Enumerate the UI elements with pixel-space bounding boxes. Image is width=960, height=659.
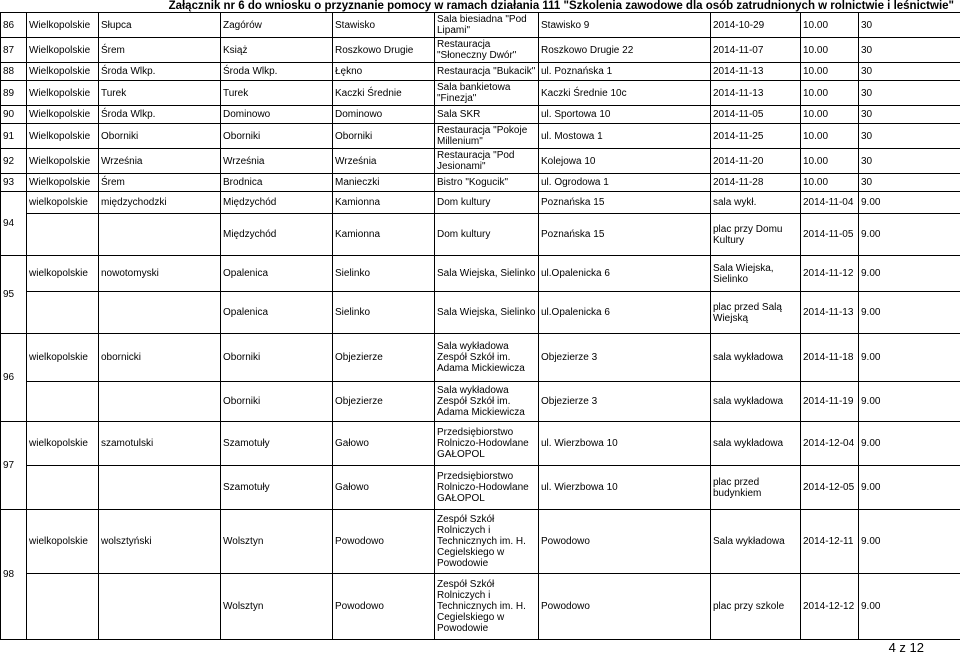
table-row (1, 13, 960, 38)
locality: Powodowo (333, 510, 435, 574)
date: sala wykładowa (711, 422, 801, 466)
address: ul. Mostowa 1 (539, 124, 711, 149)
date: 2014-11-07 (711, 38, 801, 63)
row-number: 95 (1, 256, 27, 334)
locality: Oborniki (333, 124, 435, 149)
table-row (1, 106, 960, 124)
locality: Objezierze (333, 382, 435, 422)
table-row (1, 63, 960, 81)
municipality: Międzychód (221, 192, 333, 214)
locality: Sielinko (333, 292, 435, 334)
date: plac przed Salą Wiejską (711, 292, 801, 334)
row-number: 86 (1, 13, 27, 38)
time: 2014-12-12 (801, 574, 859, 640)
county: Śrem (99, 38, 221, 63)
locality: Kamionna (333, 192, 435, 214)
date: sala wykładowa (711, 382, 801, 422)
venue: Dom kultury (435, 214, 539, 256)
date: Sala Wiejska, Sielinko (711, 256, 801, 292)
date: 2014-11-28 (711, 174, 801, 192)
participants: 9.00 (859, 334, 960, 382)
municipality: Książ (221, 38, 333, 63)
date: 2014-10-29 (711, 13, 801, 38)
table-row (1, 466, 960, 510)
venue: Sala SKR (435, 106, 539, 124)
participants: 9.00 (859, 422, 960, 466)
time: 10.00 (801, 63, 859, 81)
participants: 9.00 (859, 192, 960, 214)
address: ul. Sportowa 10 (539, 106, 711, 124)
voivodeship (27, 214, 99, 256)
table-row (1, 382, 960, 422)
county (99, 382, 221, 422)
table-row (1, 214, 960, 256)
locality: Stawisko (333, 13, 435, 38)
municipality: Opalenica (221, 292, 333, 334)
locality: Powodowo (333, 574, 435, 640)
municipality: Opalenica (221, 256, 333, 292)
county: Turek (99, 81, 221, 106)
date: 2014-11-13 (711, 63, 801, 81)
locality: Sielinko (333, 256, 435, 292)
participants: 30 (859, 149, 960, 174)
address: ul. Wierzbowa 10 (539, 466, 711, 510)
municipality: Oborniki (221, 334, 333, 382)
locality: Września (333, 149, 435, 174)
date: plac przy Domu Kultury (711, 214, 801, 256)
table-row (1, 574, 960, 640)
venue: Restauracja "Pod Jesionami" (435, 149, 539, 174)
voivodeship: Wielkopolskie (27, 149, 99, 174)
address: Roszkowo Drugie 22 (539, 38, 711, 63)
voivodeship (27, 292, 99, 334)
time: 10.00 (801, 106, 859, 124)
voivodeship: Wielkopolskie (27, 38, 99, 63)
time: 2014-12-11 (801, 510, 859, 574)
municipality: Turek (221, 81, 333, 106)
address: ul. Poznańska 1 (539, 63, 711, 81)
address: Powodowo (539, 510, 711, 574)
table-row (1, 334, 960, 382)
municipality: Środa Wlkp. (221, 63, 333, 81)
locality: Dominowo (333, 106, 435, 124)
date: 2014-11-13 (711, 81, 801, 106)
address: Poznańska 15 (539, 192, 711, 214)
address: ul. Wierzbowa 10 (539, 422, 711, 466)
voivodeship: Wielkopolskie (27, 13, 99, 38)
page-number: 4 z 12 (888, 640, 924, 655)
county (99, 214, 221, 256)
date: sala wykładowa (711, 334, 801, 382)
municipality: Szamotuły (221, 466, 333, 510)
locality: Kaczki Średnie (333, 81, 435, 106)
participants: 9.00 (859, 214, 960, 256)
venue: Przedsiębiorstwo Rolniczo-Hodowlane GAŁOPOL (435, 422, 539, 466)
county: Środa Wlkp. (99, 106, 221, 124)
locality: Gałowo (333, 422, 435, 466)
venue: Restauracja "Bukacik" (435, 63, 539, 81)
table-row (1, 510, 960, 574)
address: Poznańska 15 (539, 214, 711, 256)
row-number: 98 (1, 510, 27, 640)
participants: 9.00 (859, 382, 960, 422)
row-number: 97 (1, 422, 27, 510)
municipality: Dominowo (221, 106, 333, 124)
municipality: Wolsztyn (221, 510, 333, 574)
table-row (1, 292, 960, 334)
venue: Dom kultury (435, 192, 539, 214)
municipality: Międzychód (221, 214, 333, 256)
time: 2014-11-18 (801, 334, 859, 382)
training-schedule-table (0, 12, 960, 640)
table-row (1, 149, 960, 174)
voivodeship: Wielkopolskie (27, 63, 99, 81)
municipality: Zagórów (221, 13, 333, 38)
participants: 9.00 (859, 466, 960, 510)
time: 10.00 (801, 124, 859, 149)
voivodeship (27, 466, 99, 510)
time: 2014-11-04 (801, 192, 859, 214)
voivodeship: wielkopolskie (27, 192, 99, 214)
address: Kolejowa 10 (539, 149, 711, 174)
venue: Sala biesiadna "Pod Lipami" (435, 13, 539, 38)
address: Kaczki Średnie 10c (539, 81, 711, 106)
row-number: 87 (1, 38, 27, 63)
voivodeship (27, 382, 99, 422)
participants: 30 (859, 106, 960, 124)
participants: 9.00 (859, 510, 960, 574)
venue: Bistro "Kogucik" (435, 174, 539, 192)
participants: 9.00 (859, 292, 960, 334)
time: 10.00 (801, 149, 859, 174)
county: Śrem (99, 174, 221, 192)
address: Stawisko 9 (539, 13, 711, 38)
municipality: Września (221, 149, 333, 174)
venue: Zespół Szkół Rolniczych i Technicznych im. H. Cegielskiego w Powodowie (435, 574, 539, 640)
participants: 30 (859, 13, 960, 38)
time: 10.00 (801, 13, 859, 38)
venue: Sala wykładowa Zespół Szkół im. Adama Mickiewicza (435, 334, 539, 382)
county (99, 574, 221, 640)
date: 2014-11-25 (711, 124, 801, 149)
municipality: Szamotuły (221, 422, 333, 466)
locality: Łękno (333, 63, 435, 81)
county: międzychodzki (99, 192, 221, 214)
locality: Kamionna (333, 214, 435, 256)
voivodeship: Wielkopolskie (27, 81, 99, 106)
voivodeship: wielkopolskie (27, 334, 99, 382)
time: 10.00 (801, 174, 859, 192)
municipality: Brodnica (221, 174, 333, 192)
date: 2014-11-05 (711, 106, 801, 124)
voivodeship: wielkopolskie (27, 510, 99, 574)
date: Sala wykładowa (711, 510, 801, 574)
county (99, 466, 221, 510)
venue: Przedsiębiorstwo Rolniczo-Hodowlane GAŁOPOL (435, 466, 539, 510)
time: 10.00 (801, 38, 859, 63)
time: 2014-11-19 (801, 382, 859, 422)
table-row (1, 38, 960, 63)
time: 2014-11-13 (801, 292, 859, 334)
date: plac przy szkole (711, 574, 801, 640)
date: sala wykł. (711, 192, 801, 214)
county: obornicki (99, 334, 221, 382)
table-row (1, 124, 960, 149)
voivodeship: wielkopolskie (27, 422, 99, 466)
voivodeship: Wielkopolskie (27, 106, 99, 124)
table-row (1, 192, 960, 214)
address: Powodowo (539, 574, 711, 640)
county: nowotomyski (99, 256, 221, 292)
row-number: 91 (1, 124, 27, 149)
address: ul.Opalenicka 6 (539, 256, 711, 292)
county: Słupca (99, 13, 221, 38)
municipality: Oborniki (221, 124, 333, 149)
venue: Zespół Szkół Rolniczych i Technicznych im. H. Cegielskiego w Powodowie (435, 510, 539, 574)
time: 10.00 (801, 81, 859, 106)
table-row (1, 422, 960, 466)
participants: 30 (859, 63, 960, 81)
locality: Gałowo (333, 466, 435, 510)
date: 2014-11-20 (711, 149, 801, 174)
venue: Sala bankietowa "Finezja" (435, 81, 539, 106)
document-header: Załącznik nr 6 do wniosku o przyznanie pomocy w ramach działania 111 "Szkolenia zawodowe dla osób zatrudnionych w rolnictwie i leśnictwie" (168, 0, 954, 12)
participants: 30 (859, 38, 960, 63)
table-row (1, 256, 960, 292)
participants: 30 (859, 81, 960, 106)
municipality: Wolsztyn (221, 574, 333, 640)
address: ul. Ogrodowa 1 (539, 174, 711, 192)
venue: Sala Wiejska, Sielinko (435, 256, 539, 292)
time: 2014-12-05 (801, 466, 859, 510)
row-number: 90 (1, 106, 27, 124)
venue: Sala Wiejska, Sielinko (435, 292, 539, 334)
row-number: 88 (1, 63, 27, 81)
address: Objezierze 3 (539, 334, 711, 382)
county: szamotulski (99, 422, 221, 466)
voivodeship: Wielkopolskie (27, 174, 99, 192)
venue: Sala wykładowa Zespół Szkół im. Adama Mickiewicza (435, 382, 539, 422)
time: 2014-11-12 (801, 256, 859, 292)
voivodeship: wielkopolskie (27, 256, 99, 292)
county: wolsztyński (99, 510, 221, 574)
municipality: Oborniki (221, 382, 333, 422)
table-row (1, 81, 960, 106)
row-number: 93 (1, 174, 27, 192)
venue: Restauracja "Pokoje Millenium" (435, 124, 539, 149)
row-number: 96 (1, 334, 27, 422)
participants: 30 (859, 124, 960, 149)
voivodeship (27, 574, 99, 640)
locality: Roszkowo Drugie (333, 38, 435, 63)
row-number: 89 (1, 81, 27, 106)
county: Września (99, 149, 221, 174)
participants: 9.00 (859, 574, 960, 640)
time: 2014-11-05 (801, 214, 859, 256)
table-row (1, 174, 960, 192)
row-number: 94 (1, 192, 27, 256)
locality: Manieczki (333, 174, 435, 192)
date: plac przed budynkiem (711, 466, 801, 510)
participants: 30 (859, 174, 960, 192)
voivodeship: Wielkopolskie (27, 124, 99, 149)
county: Oborniki (99, 124, 221, 149)
row-number: 92 (1, 149, 27, 174)
address: Objezierze 3 (539, 382, 711, 422)
participants: 9.00 (859, 256, 960, 292)
county: Środa Wlkp. (99, 63, 221, 81)
venue: Restauracja "Słoneczny Dwór" (435, 38, 539, 63)
address: ul.Opalenicka 6 (539, 292, 711, 334)
county (99, 292, 221, 334)
time: 2014-12-04 (801, 422, 859, 466)
locality: Objezierze (333, 334, 435, 382)
